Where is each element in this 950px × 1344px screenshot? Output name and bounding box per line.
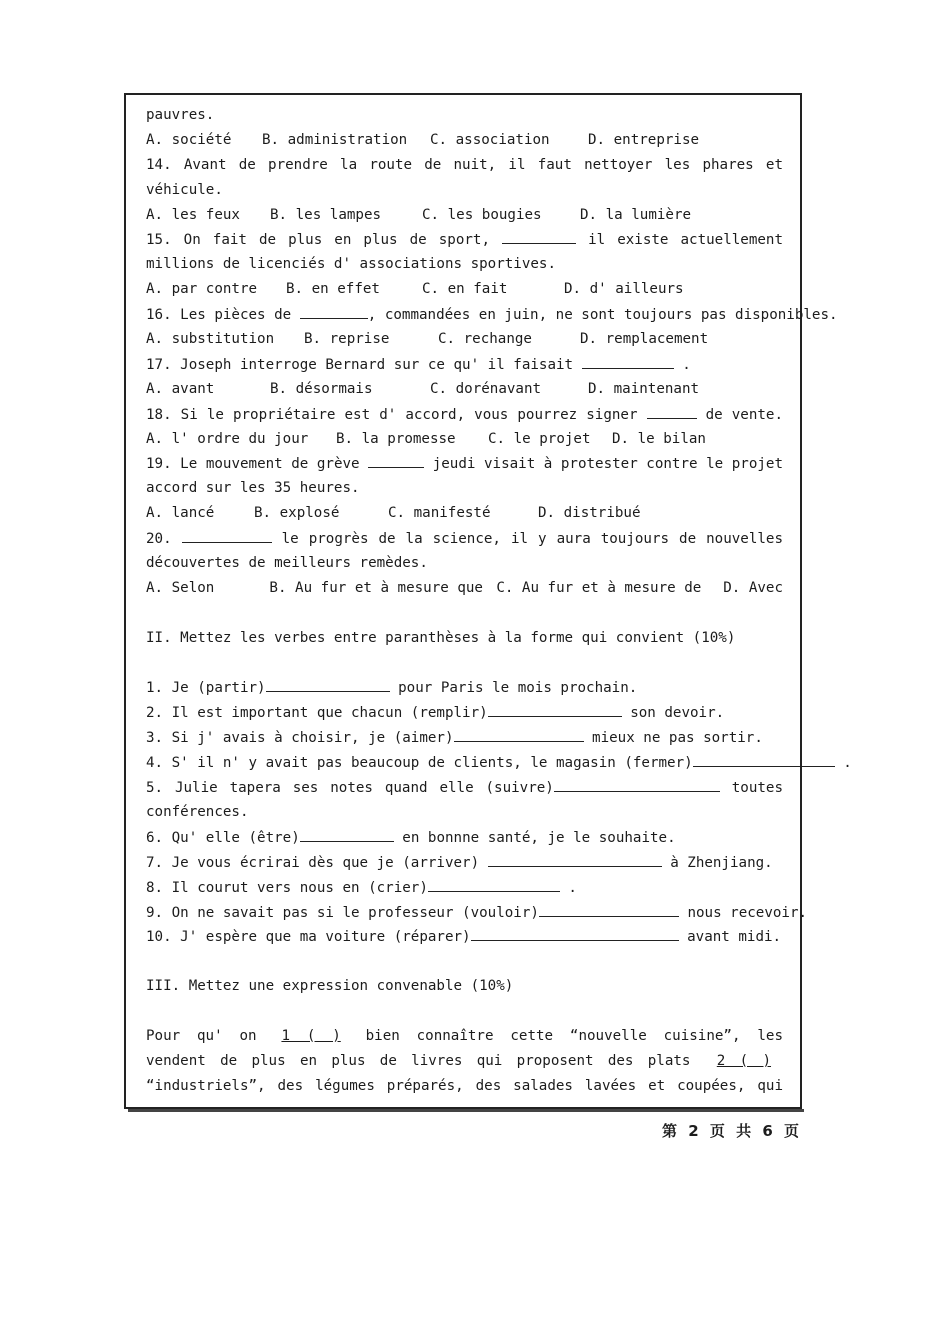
verb-item-9: 9. On ne savait pas si le professeur (vouloir) nous recevoir. (146, 900, 783, 925)
option-d: D. Avec (723, 579, 784, 596)
section-2-title: II. Mettez les verbes entre paranthèses à la forme qui convient (10%) (146, 629, 736, 646)
answer-blank[interactable] (454, 725, 584, 742)
option-d: D. entreprise (588, 131, 700, 148)
option-c: C. association (430, 131, 550, 148)
option-b: B. administration (262, 131, 408, 148)
option-b: B. reprise (304, 331, 390, 348)
q20-options (146, 576, 783, 601)
answer-blank[interactable] (693, 750, 835, 767)
q18-options (146, 427, 783, 452)
cloze-line-3: “industriels”, des légumes préparés, des salades lavées et coupées, qui (146, 1077, 783, 1094)
answer-blank[interactable] (182, 526, 272, 543)
option-d: D. remplacement (580, 331, 709, 348)
answer-blank[interactable] (300, 302, 368, 319)
option-d: D. d' ailleurs (564, 281, 684, 298)
option-b: B. explosé (254, 505, 340, 522)
option-c: C. les bougies (422, 206, 542, 223)
verb-item-5-cont: conférences. (146, 803, 249, 820)
verb-item-3: 3. Si j' avais à choisir, je (aimer) mieux ne pas sortir. (146, 725, 783, 750)
option-c: C. Au fur et à mesure de (496, 579, 702, 596)
option-a: A. l' ordre du jour (146, 430, 309, 447)
answer-blank[interactable] (539, 900, 679, 917)
option-c: C. le projet (488, 430, 591, 447)
question-19-cont: accord sur les 35 heures. (146, 480, 360, 497)
cloze-blank-1[interactable]: 1 ( ) (281, 1027, 341, 1044)
answer-blank[interactable] (266, 675, 390, 692)
question-20: 20. le progrès de la science, il y aura toujours de nouvelles (146, 526, 783, 551)
question-18: 18. Si le propriétaire est d' accord, vous pourrez signer de vente. (146, 402, 783, 427)
option-c: C. manifesté (388, 505, 491, 522)
exam-content (146, 103, 852, 1099)
q16-options (146, 327, 783, 352)
question-20-cont: découvertes de meilleurs remèdes. (146, 555, 428, 572)
option-a: A. lancé (146, 505, 215, 522)
verb-item-1: 1. Je (partir) pour Paris le mois prochain. (146, 675, 783, 700)
answer-blank[interactable] (554, 775, 720, 792)
option-d: D. maintenant (588, 380, 700, 397)
answer-blank[interactable] (300, 825, 394, 842)
q13-options (146, 128, 783, 153)
option-d: D. distribué (538, 505, 641, 522)
q13-end-text: pauvres. (146, 107, 215, 123)
q17-options (146, 377, 783, 402)
question-14: 14. Avant de prendre la route de nuit, il faut nettoyer les phares et (146, 153, 783, 178)
q19-options (146, 501, 783, 526)
option-a: A. avant (146, 380, 215, 397)
section-3-title: III. Mettez une expression convenable (10%) (146, 978, 514, 995)
answer-blank[interactable] (488, 850, 662, 867)
option-d: D. la lumière (580, 206, 692, 223)
question-15-cont: millions de licenciés d' associations sportives. (146, 256, 556, 273)
q15-options (146, 277, 783, 302)
option-d: D. le bilan (612, 430, 706, 447)
option-c: C. dorénavant (430, 380, 542, 397)
verb-item-8: 8. Il courut vers nous en (crier) . (146, 875, 783, 900)
verb-item-5: 5. Julie tapera ses notes quand elle (suivre) toutes (146, 775, 783, 800)
option-b: B. Au fur et à mesure que (269, 579, 483, 596)
cloze-line-1: Pour qu' on 1 ( ) bien connaître cette “nouvelle cuisine”, les (146, 1027, 783, 1044)
answer-blank[interactable] (582, 352, 674, 369)
question-14-cont: véhicule. (146, 181, 223, 198)
verb-item-6: 6. Qu' elle (être) en bonnne santé, je le souhaite. (146, 825, 783, 850)
answer-blank[interactable] (471, 924, 679, 941)
question-15: 15. On fait de plus en plus de sport, il existe actuellement (146, 227, 783, 252)
option-c: C. en fait (422, 281, 508, 298)
answer-blank[interactable] (428, 875, 560, 892)
option-b: B. en effet (286, 281, 380, 298)
verb-item-10: 10. J' espère que ma voiture (réparer) avant midi. (146, 924, 783, 949)
verb-item-4: 4. S' il n' y avait pas beaucoup de clients, le magasin (fermer) . (146, 750, 783, 775)
answer-blank[interactable] (647, 402, 697, 419)
option-a: A. société (146, 131, 232, 148)
cloze-blank-2[interactable]: 2 ( ) (716, 1052, 772, 1069)
frame-shadow (128, 1109, 804, 1112)
question-19: 19. Le mouvement de grève jeudi visait à protester contre le projet (146, 451, 783, 476)
page-footer: 第 2 页 共 6 页 (662, 1122, 802, 1140)
option-c: C. rechange (438, 331, 532, 348)
option-a: A. par contre (146, 281, 258, 298)
q14-options (146, 203, 783, 228)
question-16: 16. Les pièces de , commandées en juin, ne sont toujours pas disponibles. (146, 302, 783, 327)
answer-blank[interactable] (488, 700, 622, 717)
option-a: A. Selon (146, 579, 215, 596)
question-17: 17. Joseph interroge Bernard sur ce qu' il faisait . (146, 352, 783, 377)
option-a: A. substitution (146, 331, 275, 348)
answer-blank[interactable] (502, 227, 576, 244)
cloze-line-2: vendent de plus en plus de livres qui proposent des plats 2 ( ) (146, 1049, 783, 1074)
answer-blank[interactable] (368, 451, 424, 468)
option-b: B. la promesse (336, 430, 456, 447)
option-b: B. désormais (270, 380, 373, 397)
verb-item-2: 2. Il est important que chacun (remplir) son devoir. (146, 700, 783, 725)
option-b: B. les lampes (270, 206, 382, 223)
verb-item-7: 7. Je vous écrirai dès que je (arriver) à Zhenjiang. (146, 850, 783, 875)
option-a: A. les feux (146, 206, 240, 223)
